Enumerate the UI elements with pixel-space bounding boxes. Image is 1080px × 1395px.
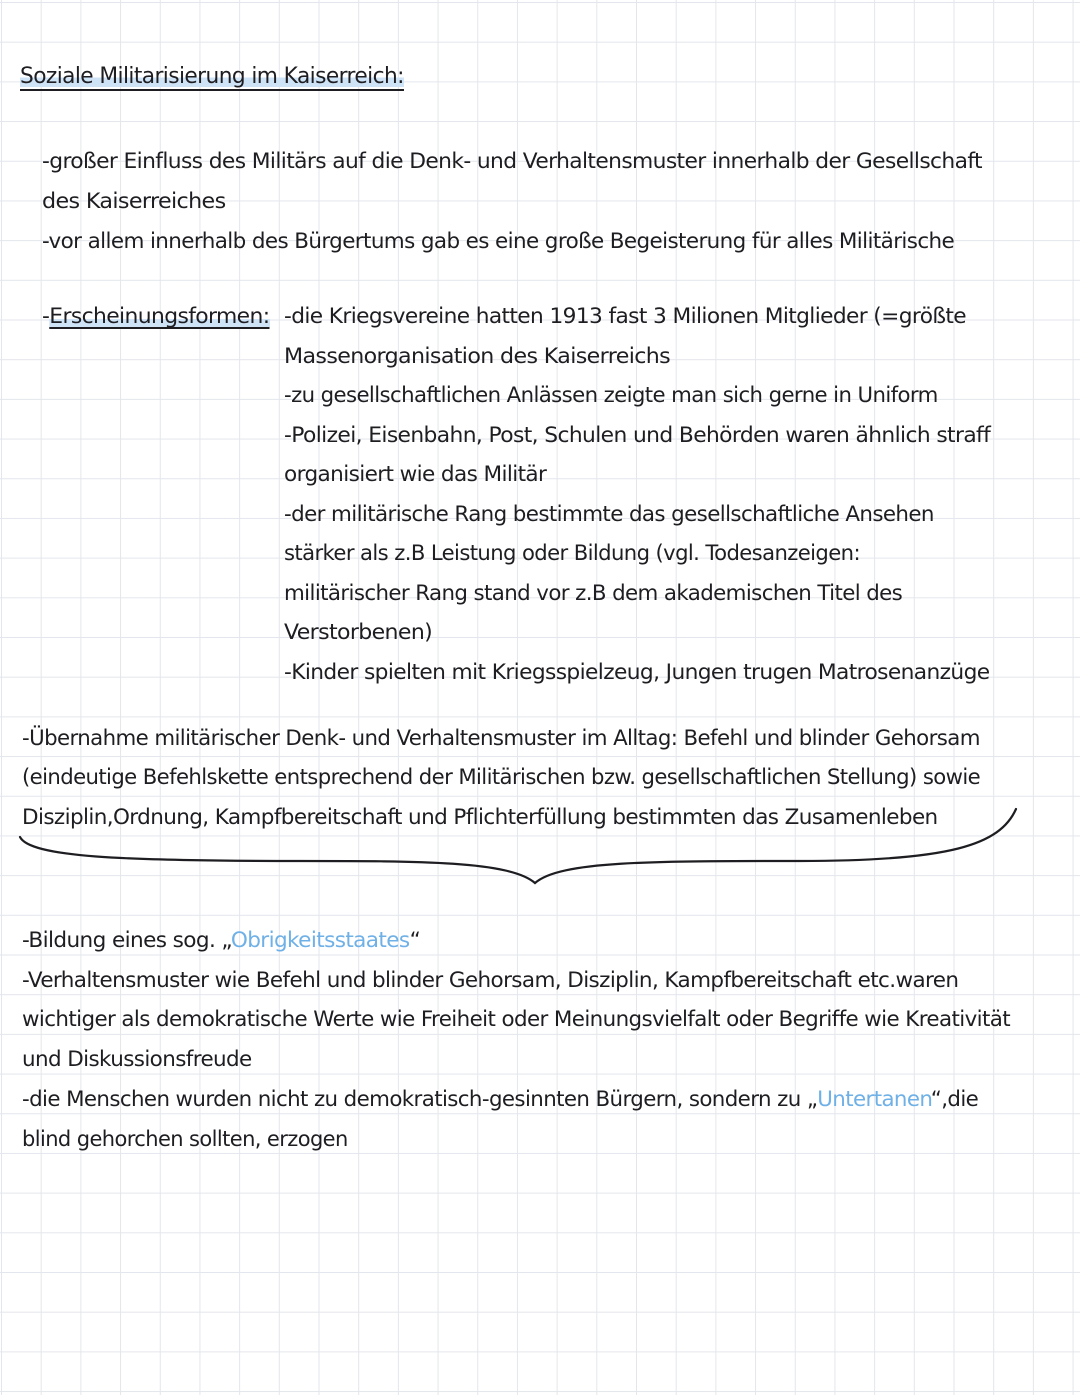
heading-label: Erscheinungsformen: xyxy=(49,304,270,328)
verhalten-line-2: wichtiger als demokratische Werte wie Freiheit oder Meinungsvielfalt oder Begriffe wie Kreativität xyxy=(22,1007,1011,1031)
erscheinung-line-7: stärker als z.B Leistung oder Bildung (vgl. Todesanzeigen: xyxy=(284,541,860,565)
obrigkeitsstaat-suffix: “ xyxy=(409,928,421,952)
uebernahme-line-3: Disziplin,Ordnung, Kampfbereitschaft und Pflichterfüllung bestimmten das Zusamenleben xyxy=(22,805,938,829)
uebernahme-line-2: (eindeutige Befehlskette entsprechend der Militärischen bzw. gesellschaftlichen Stellung) sowie xyxy=(22,765,981,789)
untertanen-suffix: “,die xyxy=(930,1087,979,1111)
erscheinung-line-2: Massenorganisation des Kaiserreichs xyxy=(284,344,671,368)
uebernahme-line-1: -Übernahme militärischer Denk- und Verhaltensmuster im Alltag: Befehl und blinder Gehorsam xyxy=(22,726,980,750)
erscheinung-line-6: -der militärische Rang bestimmte das gesellschaftliche Ansehen xyxy=(284,502,934,526)
erscheinung-line-8: militärischer Rang stand vor z.B dem akademischen Titel des xyxy=(284,581,903,605)
intro-line-1: -großer Einfluss des Militärs auf die Denk- und Verhaltensmuster innerhalb der Gesellschaft xyxy=(42,149,982,173)
erscheinung-line-1: -die Kriegsvereine hatten 1913 fast 3 Milionen Mitglieder (=größte xyxy=(284,304,967,328)
untertanen-line-1 xyxy=(22,1084,978,1114)
erscheinungsformen-heading xyxy=(42,301,269,331)
page-title xyxy=(20,60,404,94)
erscheinung-line-10: -Kinder spielten mit Kriegsspielzeug, Jungen trugen Matrosenanzüge xyxy=(284,660,990,684)
intro-line-2: des Kaiserreiches xyxy=(42,189,226,213)
obrigkeitsstaat-line xyxy=(22,925,420,955)
untertanen-line-2: blind gehorchen sollten, erzogen xyxy=(22,1127,348,1151)
erscheinung-line-9: Verstorbenen) xyxy=(284,620,433,644)
verhalten-line-1: -Verhaltensmuster wie Befehl und blinder Gehorsam, Disziplin, Kampfbereitschaft etc.waren xyxy=(22,968,959,992)
erscheinung-line-5: organisiert wie das Militär xyxy=(284,462,547,486)
heading-dash: - xyxy=(42,304,50,328)
curly-brace-drawing xyxy=(0,795,1080,895)
erscheinung-line-4: -Polizei, Eisenbahn, Post, Schulen und Behörden waren ähnlich straff xyxy=(284,423,991,447)
obrigkeitsstaat-prefix: -Bildung eines sog. „ xyxy=(22,928,231,952)
verhalten-line-3: und Diskussionsfreude xyxy=(22,1047,252,1071)
page-title-text: Soziale Militarisierung im Kaiserreich: xyxy=(20,64,404,89)
obrigkeitsstaat-term: Obrigkeitsstaates xyxy=(230,928,410,952)
untertanen-prefix: -die Menschen wurden nicht zu demokratisch-gesinnten Bürgern, sondern zu „ xyxy=(22,1087,818,1111)
erscheinung-line-3: -zu gesellschaftlichen Anlässen zeigte man sich gerne in Uniform xyxy=(284,383,938,407)
untertanen-term: Untertanen xyxy=(817,1087,931,1111)
intro-line-3: -vor allem innerhalb des Bürgertums gab es eine große Begeisterung für alles Militärische xyxy=(42,229,955,253)
